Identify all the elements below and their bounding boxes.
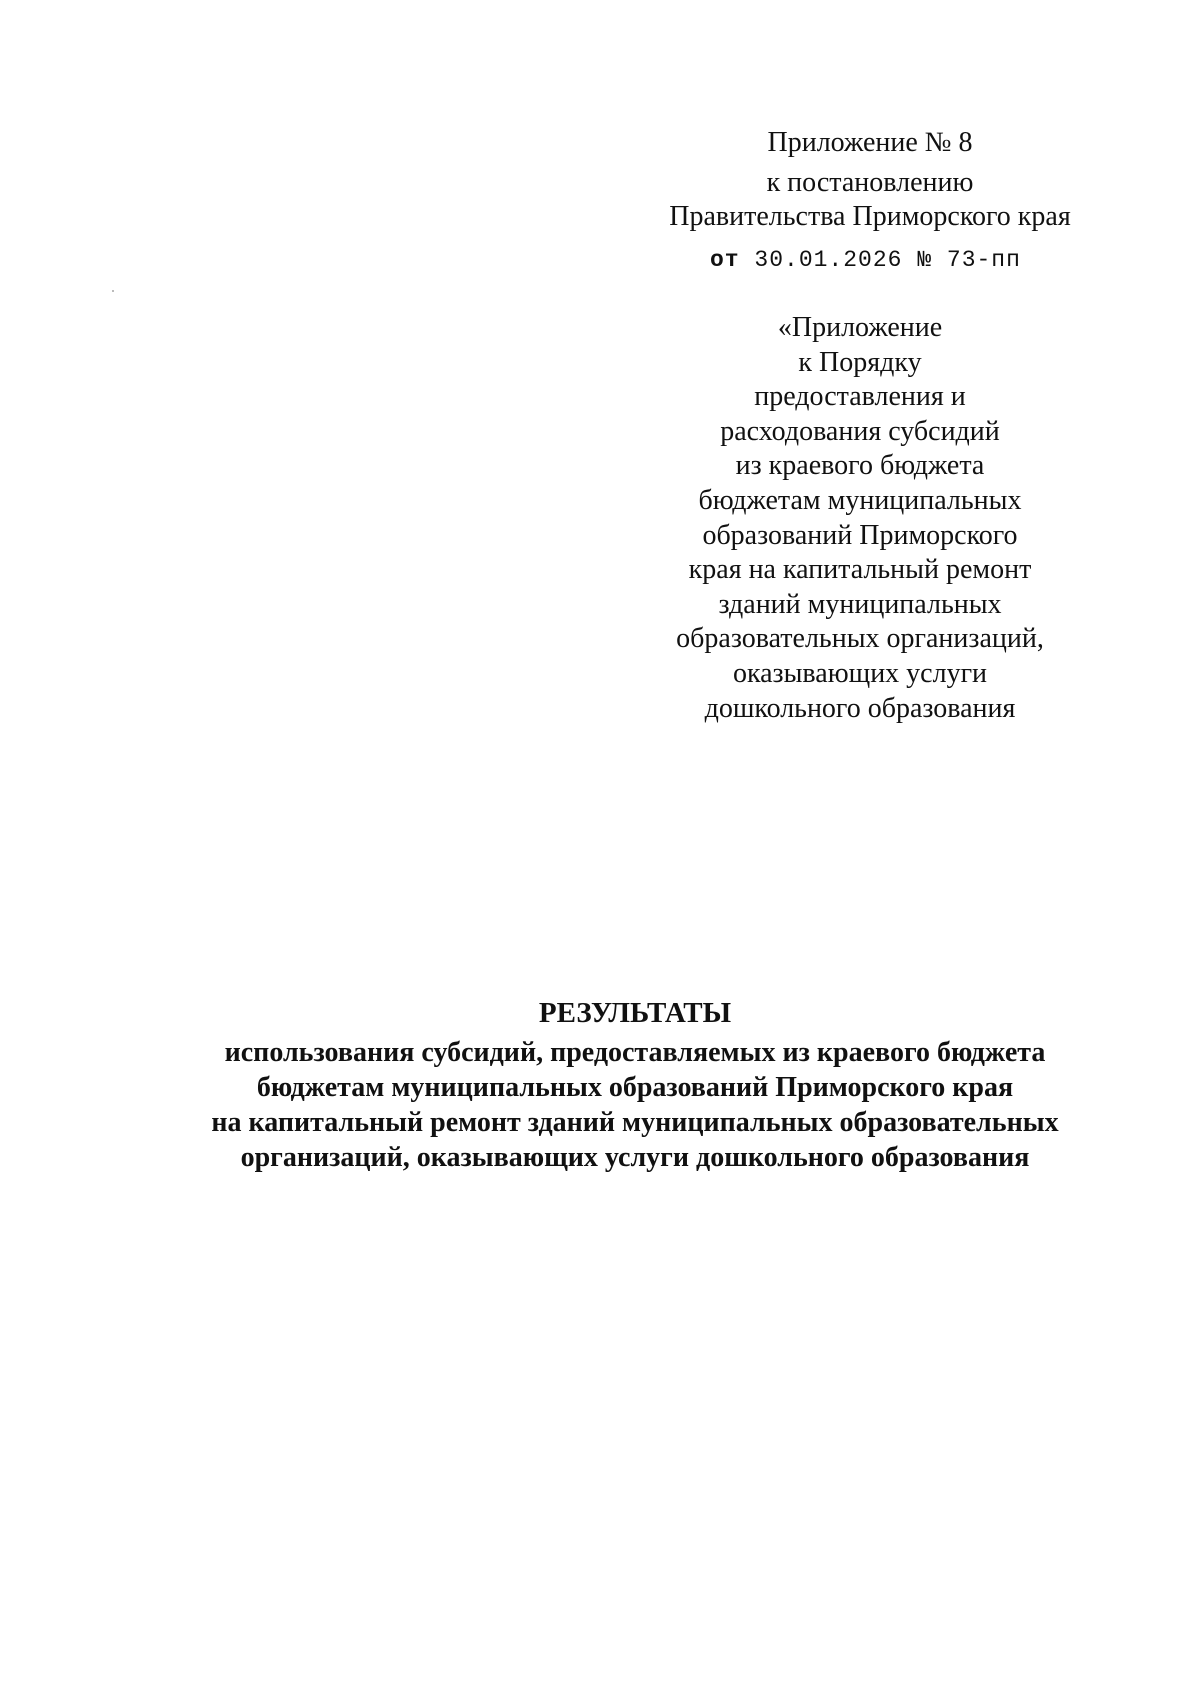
resolution-reference: к постановлению [766,167,974,198]
stamp-number: 73-пп [946,247,1021,273]
order-appendix-line: зданий муниципальных [718,588,1002,620]
appendix-number: Приложение № 8 [767,127,973,158]
government-name: Правительства Приморского края [669,201,1071,232]
order-appendix-line: дошкольного образования [704,692,1016,724]
results-subtitle-line: использования субсидий, предоставляемых из краевого бюджета [224,1037,1046,1068]
stamp-prefix: от [710,247,740,273]
stamp-number-sign: № [917,247,933,273]
order-appendix-line: к Порядку [798,346,922,378]
resolution-date-stamp [710,247,1040,273]
stamp-date: 30.01.2026 [754,247,903,273]
order-appendix-line: края на капитальный ремонт [688,554,1032,586]
scan-dot [112,290,114,292]
results-title: РЕЗУЛЬТАТЫ [538,997,732,1029]
results-subtitle-line: бюджетам муниципальных образований Приморского края [256,1072,1014,1103]
order-appendix-line: бюджетам муниципальных [698,484,1022,516]
results-section [120,996,1150,1175]
order-appendix-line: образований Приморского [702,519,1018,551]
order-appendix-line: расходования субсидий [720,415,1000,447]
order-appendix-line: предоставления и [754,381,966,413]
order-appendix-line: «Приложение [777,312,943,343]
results-subtitle-line: на капитальный ремонт зданий муниципальных образовательных [211,1107,1059,1138]
order-appendix-line: оказывающих услуги [732,657,988,689]
order-appendix-line: из краевого бюджета [735,450,985,482]
order-appendix-block [660,311,1060,726]
appendix-header [640,126,1100,234]
results-subtitle-line: организаций, оказывающих услуги дошкольного образования [240,1142,1030,1173]
order-appendix-line: образовательных организаций, [676,623,1044,655]
